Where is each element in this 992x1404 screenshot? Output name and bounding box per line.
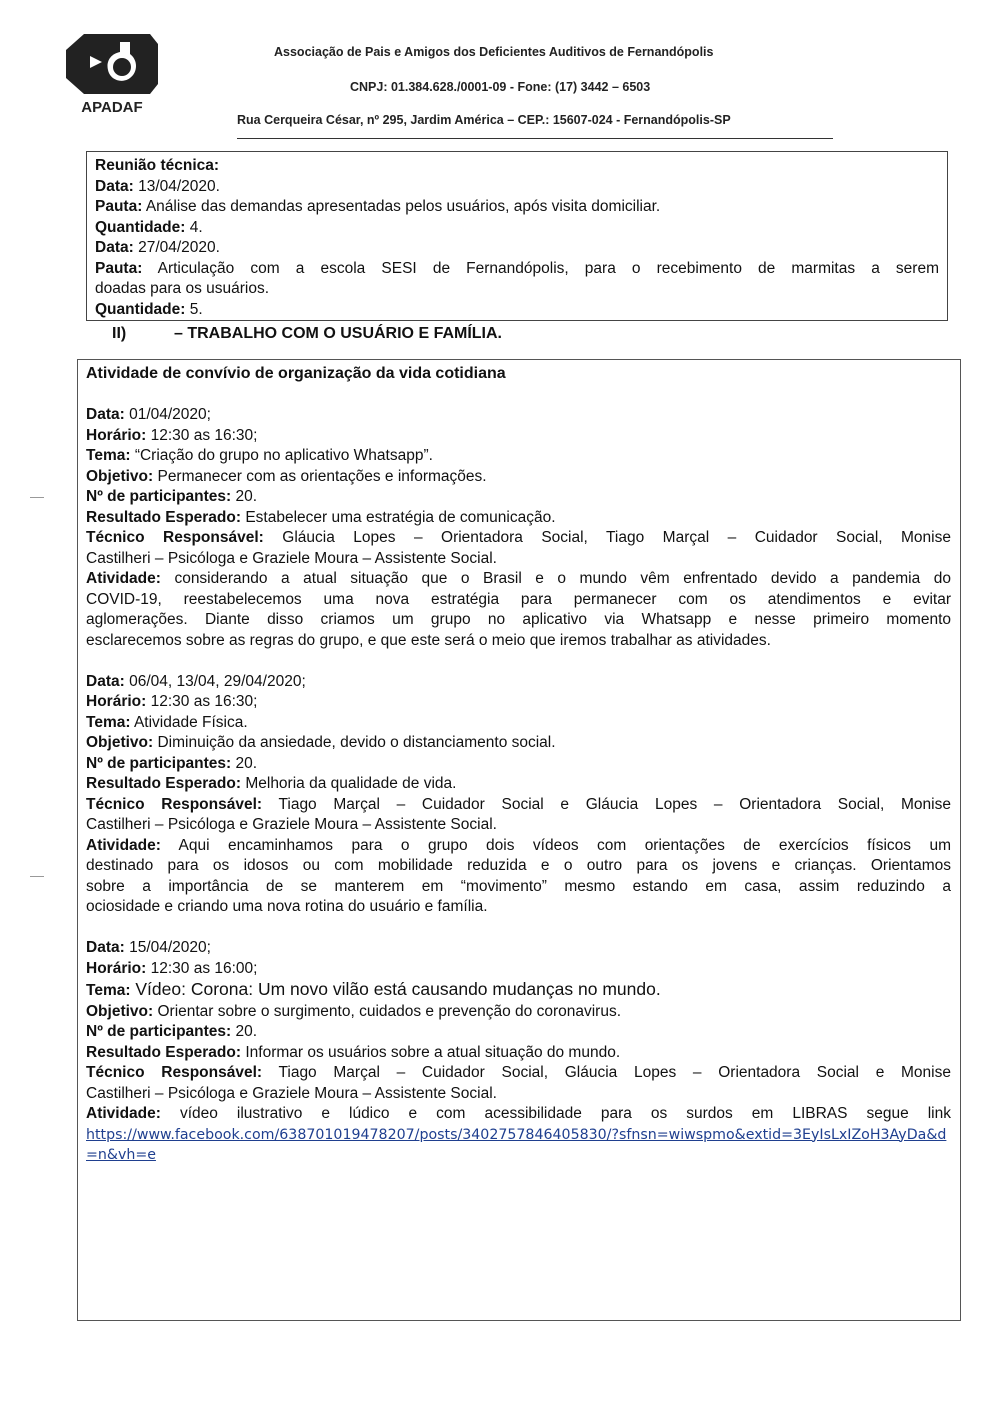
entry-1-technician-cont: Castilheri – Psicóloga e Graziele Moura – Assistente Social.: [86, 549, 497, 567]
entry-1-activity-l4: esclarecemos sobre as regras do grupo, e que este será o meio que iremos trabalhar as atividades.: [86, 631, 771, 649]
address-line: Rua Cerqueira César, nº 295, Jardim América – CEP.: 15607-024 - Fernandópolis-SP: [237, 113, 731, 127]
entry-1-result: Resultado Esperado: Estabelecer uma estratégia de comunicação.: [86, 508, 556, 526]
entry-1-objective: Objetivo: Permanecer com as orientações e informações.: [86, 467, 487, 485]
entry-3-theme: Tema: Vídeo: Corona: Um novo vilão está causando mudanças no mundo.: [86, 979, 661, 999]
entry-3-result: Resultado Esperado: Informar os usuários sobre a atual situação do mundo.: [86, 1043, 621, 1061]
header-divider: [237, 138, 833, 139]
meeting-2-pauta: Pauta: Articulação com a escola SESI de Fernandópolis, para o recebimento de marmitas a serem: [95, 259, 939, 277]
meeting-1-quantity: Quantidade: 4.: [95, 218, 203, 236]
activities-box: [77, 359, 961, 1321]
entry-1-technician: Técnico Responsável: Gláucia Lopes – Orientadora Social, Tiago Marçal – Cuidador Social, Monise: [86, 529, 951, 546]
logo-text: APADAF: [81, 99, 143, 116]
entry-2-time: Horário: 12:30 as 16:30;: [86, 693, 258, 710]
entry-1-activity-l2: COVID-19, reestabelecemos uma nova estratégia para permanecer com os atendimentos e evitar: [86, 590, 951, 608]
org-name: Associação de Pais e Amigos dos Deficientes Auditivos de Fernandópolis: [274, 45, 714, 59]
entry-1-activity: Atividade: considerando a atual situação que o Brasil e o mundo vêm enfrentado devido a pandemia do: [86, 570, 951, 587]
entry-2-activity-l3: sobre a importância de se manterem em “movimento” mesmo estando em casa, assim reduzindo a: [86, 877, 951, 895]
entry-1-participants: Nº de participantes: 20.: [86, 488, 258, 505]
entry-2-technician: Técnico Responsável: Tiago Marçal – Cuidador Social e Gláucia Lopes – Orientadora Social, Monise: [86, 795, 951, 813]
meeting-2-date: Data: 27/04/2020.: [95, 239, 220, 256]
meeting-1-date: Data: 13/04/2020.: [95, 177, 220, 195]
entry-3-participants: Nº de participantes: 20.: [86, 1023, 258, 1040]
entry-2-result: Resultado Esperado: Melhoria da qualidade de vida.: [86, 775, 457, 792]
entry-1-time: Horário: 12:30 as 16:30;: [86, 426, 258, 444]
section-title-text: – TRABALHO COM O USUÁRIO E FAMÍLIA.: [174, 325, 502, 342]
entry-2-activity-l4: ociosidade e criando uma nova rotina do usuário e família.: [86, 898, 488, 915]
entry-3-activity: Atividade: vídeo ilustrativo e lúdico e com acessibilidade para os surdos em LIBRAS segue link: [86, 1105, 951, 1122]
entry-1-theme: Tema: “Criação do grupo no aplicativo Whatsapp”.: [86, 447, 433, 464]
entry-3-technician: Técnico Responsável: Tiago Marçal – Cuidador Social, Gláucia Lopes – Orientadora Social e Monise: [86, 1064, 951, 1081]
margin-mark: [30, 876, 44, 877]
entry-3-time: Horário: 12:30 as 16:00;: [86, 959, 258, 977]
meeting-title: Reunião técnica:: [95, 157, 220, 174]
entry-2-date: Data: 06/04, 13/04, 29/04/2020;: [86, 672, 306, 690]
meeting-2-pauta-cont: doadas para os usuários.: [95, 280, 270, 297]
section-number: II): [112, 325, 127, 342]
entry-2-activity: Atividade: Aqui encaminhamos para o grupo dois vídeos com orientações de exercícios físicos um: [86, 836, 951, 854]
meeting-box: [86, 151, 948, 321]
margin-mark: [30, 497, 44, 498]
apadaf-logo: [62, 32, 162, 118]
activities-heading: Atividade de convívio de organização da vida cotidiana: [86, 365, 506, 382]
entry-2-objective: Objetivo: Diminuição da ansiedade, devido o distanciamento social.: [86, 734, 556, 751]
cnpj-line: CNPJ: 01.384.628./0001-09 - Fone: (17) 3442 – 6503: [350, 80, 651, 94]
meeting-2-quantity: Quantidade: 5.: [95, 300, 203, 318]
entry-2-participants: Nº de participantes: 20.: [86, 754, 258, 772]
entry-3-date: Data: 15/04/2020;: [86, 939, 211, 956]
entry-1-date: Data: 01/04/2020;: [86, 406, 211, 423]
meeting-1-pauta: Pauta: Análise das demandas apresentadas pelos usuários, após visita domiciliar.: [95, 198, 661, 215]
entry-2-theme: Tema: Atividade Física.: [86, 713, 248, 731]
entry-2-activity-l2: destinado para os idosos ou com mobilidade reduzida e o outro para os jovens e crianças. Orientamos: [86, 857, 951, 874]
entry-1-activity-l3: aglomerações. Diante disso criamos um grupo no aplicativo via Whatsapp e nesse primeiro momento: [86, 611, 951, 628]
entry-3-objective: Objetivo: Orientar sobre o surgimento, cuidados e prevenção do coronavirus.: [86, 1002, 622, 1020]
apadaf-logo-icon: [62, 32, 162, 118]
entry-2-technician-cont: Castilheri – Psicóloga e Graziele Moura – Assistente Social.: [86, 816, 497, 833]
entry-3-technician-cont: Castilheri – Psicóloga e Graziele Moura – Assistente Social.: [86, 1084, 497, 1102]
facebook-video-link[interactable]: https://www.facebook.com/638701019478207/posts/3402757846405830/?sfnsn=wiwspmo&extid=3EyIsLxIZoH3AyDa&d=n&vh=e: [86, 1126, 947, 1163]
section-title: [112, 325, 502, 343]
